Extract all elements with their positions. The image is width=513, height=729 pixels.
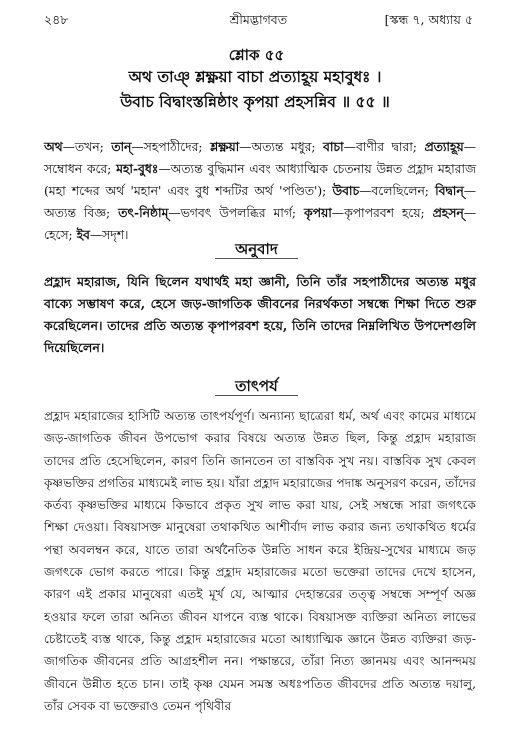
purport-text: প্রহ্লাদ মহারাজের হাসিটি অত্যন্ত তাৎপর্যপূর্ণ। অন্যান্য ছাত্রেরা ধর্ম, অর্থ এবং কামের মাধ্যমে জড়-জাগতিক জীবন উপভোগ করার বিষয়ে অত্যন্ত উন্নত ছিল, কিন্তু প্রহ্লাদ মহারাজ তাদের প্রতি হেসেছিলেন, কারণ তিনি জানতেন তা বাস্তবিক সুখ নয়। বাস্তবিক সুখ কেবল কৃষ্ণভক্তির প্রগতির মাধ্যমেই লাভ হয়। যাঁরা প্রহ্লাদ মহারাজের পদাঙ্ক অনুসরণ করেন, তাঁদের কর্তব্য কৃষ্ণভক্তির মাধ্যমে কিভাবে প্রকৃত সুখ লাভ করা যায়, সেই সম্বন্ধে সারা জগৎকে শিক্ষা দেওয়া। বিষয়াসক্ত মানুষেরা তথাকথিত আশীর্বাদ লাভ করার জন্য তথাকথিত ধর্মের পন্থা অবলম্বন করে, যাতে তারা অর্থনৈতিক উন্নতি সাধন করে ইন্দ্রিয়-সুখের মাধ্যমে জড় জগৎকে ভোগ করতে পারে। কিন্তু প্রহ্লাদ মহারাজের মতো ভক্তেরা তাদের দেখে হাসেন, কারণ এই প্রকার মানুষেরা এতই মূর্খ যে, আত্মার দেহান্তরের তত্ত্ব সম্বন্ধে সম্পূর্ণ অজ্ঞ হওয়ার ফলে তারা অনিত্য জীবন যাপনে ব্যস্ত থাকে। বিষয়াসক্ত ব্যক্তিরা অনিত্য লাভের চেষ্টাতেই ব্যস্ত থাকে, কিন্তু প্রহ্লাদ মহারাজের মতো আধ্যাত্মিক জ্ঞানে উন্নত ব্যক্তিরা জড়-জাগতিক জীবনের প্রতি আগ্রহশীল নন। পক্ষান্তরে, তাঁরা নিত্য জ্ঞানময় এবং আনন্দময় জীবনে উন্নীত হতে চান। তাই কৃষ্ণ যেমন সমস্ত অধঃপতিত জীবদের প্রতি অত্যন্ত দয়ালু, তাঁর সেবক বা ভক্তেরাও তেমন পৃথিবীর — [44, 409, 476, 713]
synonym-meaning: —সহপাঠীদের; — [131, 140, 211, 154]
translation-heading-rule — [215, 258, 298, 259]
synonym-word: প্রহসন্ — [432, 205, 464, 220]
synonym-meaning: —অত্যন্ত বিজ্ঞ; — [44, 184, 476, 220]
translation-text: প্রহ্লাদ মহারাজ, যিনি ছিলেন যথার্থই মহা জ্ঞানী, তিনি তাঁর সহপাঠীদের অত্যন্ত মধুর বাক্যে সম্ভাষণ করে, হেসে জড়-জাগতিক জীবনের নিরর্থকতা সম্বন্ধে শিক্ষা দিতে শুরু করেছিলেন। তাদের প্রতি অত্যন্ত কৃপাপরবশ হয়ে, তিনি তাদের নিম্নলিখিত উপদেশগুলি দিয়েছিলেন। — [44, 274, 476, 355]
page-number: ২৪৮ — [44, 12, 69, 27]
synonym-word: প্রত্যাহূয় — [424, 139, 464, 154]
chapter-reference: [স্কন্ধ ৭, অধ্যায় ৫ — [384, 12, 473, 27]
synonym-meaning: —অত্যন্ত মধুর; — [239, 140, 324, 154]
synonym-meaning: —সম্বোধন করে; — [44, 140, 476, 176]
translation-heading: অনুবাদ — [235, 240, 278, 258]
synonym-meaning: —সদৃশ। — [89, 228, 129, 242]
synonym-meaning: —তখন; — [62, 140, 112, 154]
purport-heading: তাৎপর্য — [235, 377, 278, 395]
synonym-word: কৃপয়া — [304, 205, 332, 220]
synonym-meaning: —হেসে; — [44, 206, 477, 242]
synonym-meaning: —বলেছিলেন; — [359, 184, 436, 198]
synonym-meaning: —অত্যন্ত বুদ্ধিমান এবং আধ্যাত্মিক চেতনায় উন্নত প্রহ্লাদ মহারাজ (মহা শব্দের অর্থ 'মহান' এবং বুধ শব্দটির অর্থ 'পণ্ডিত'); — [44, 162, 476, 198]
synonym-word: উবাচ — [332, 183, 360, 198]
synonym-word: তৎ-নিষ্ঠাম্ — [118, 205, 169, 220]
synonym-word: বিদ্বান্ — [435, 183, 464, 198]
purport-heading-rule — [215, 395, 298, 396]
word-for-word-synonyms — [44, 136, 476, 246]
verse-line-2: উবাচ বিদ্বাংস্তন্নিষ্ঠাং কৃপয়া প্রহসন্নিব ॥ ৫৫ ॥ — [120, 92, 390, 111]
synonym-word: বাচা — [323, 139, 344, 154]
synonym-word: তান্ — [111, 139, 132, 154]
sloka-heading: শ্লোক ৫৫ — [228, 46, 285, 64]
verse-line-1: অথ তাঞ্ শ্লক্ষ্ণয়া বাচা প্রত্যাহূয় মহাবুধঃ । — [128, 67, 382, 86]
synonym-word: ইব — [76, 227, 90, 242]
book-title: শ্রীমদ্ভাগবত — [229, 12, 288, 27]
running-header — [44, 12, 473, 32]
synonym-word: শ্লক্ষ্ণয়া — [210, 139, 240, 154]
synonym-word: অথ — [44, 139, 63, 154]
synonym-meaning: —কৃপাপরবশ হয়ে; — [331, 206, 433, 220]
synonym-meaning: —বাণীর দ্বারা; — [343, 140, 425, 154]
sanskrit-verse — [40, 64, 470, 114]
synonym-meaning: —ভগবৎ উপলব্ধির মার্গ; — [168, 206, 305, 220]
synonym-word: মহা-বুধঃ — [116, 161, 159, 176]
